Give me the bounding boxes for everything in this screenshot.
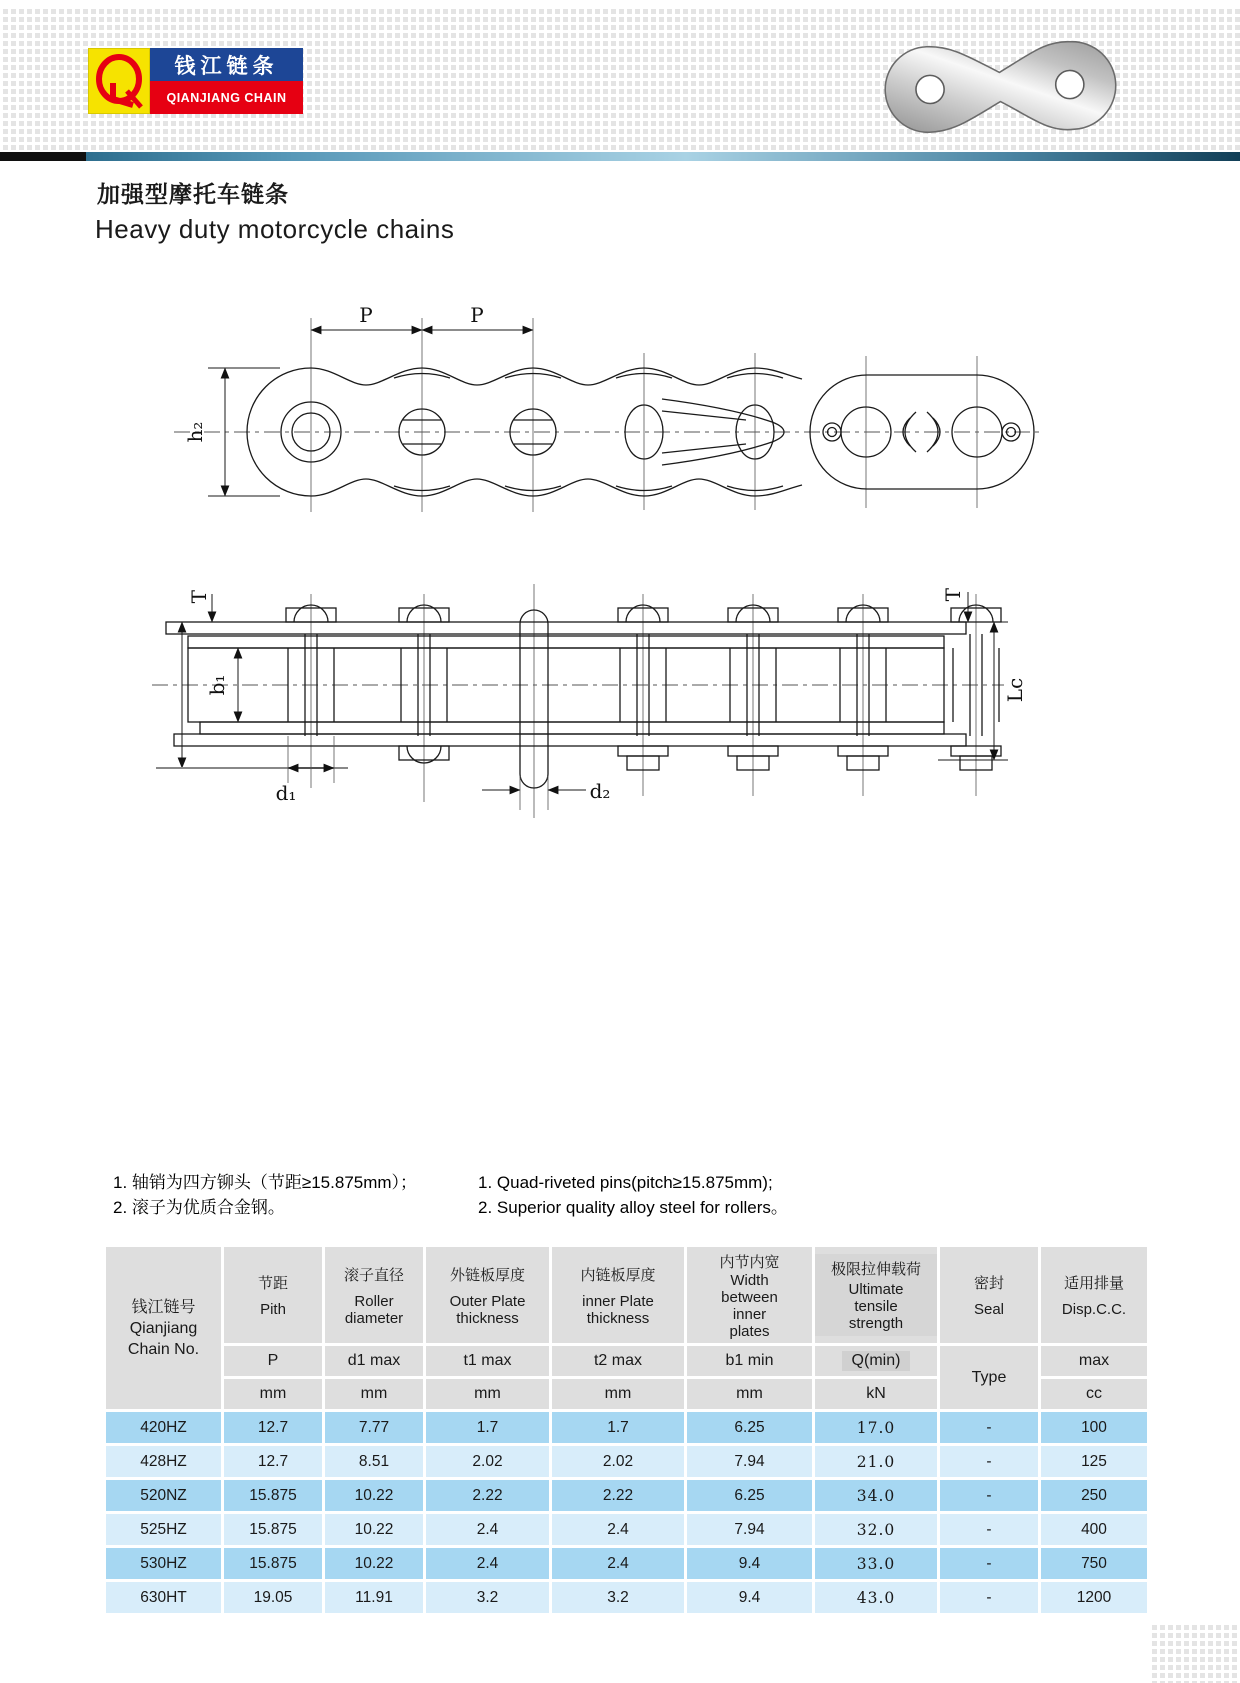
lc-label: Lc (1003, 677, 1027, 703)
table-row: 420HZ 12.7 7.77 1.7 1.7 6.25 17.0 - 100 (106, 1412, 1147, 1443)
unit-mm-4: mm (552, 1379, 684, 1409)
header-chain-no (106, 1247, 221, 1409)
d1-label: d₁ (275, 781, 297, 805)
pitch-label-1: P (359, 303, 373, 327)
header-outer-plate: 外链板厚度 Outer Plate thickness (426, 1247, 549, 1343)
chain-section-view-drawing (148, 578, 1028, 830)
inner-plate-bottom (200, 722, 944, 734)
symbol-d1max: d1 max (325, 1346, 423, 1376)
pin-caps-top (286, 605, 1001, 622)
chain-no-en1: Qianjiang (129, 1319, 198, 1337)
disp-unit-cell: cc (1041, 1379, 1147, 1409)
d2-label: d₂ (589, 779, 611, 803)
plate-hole-left (915, 75, 944, 104)
logo-name-cn: 钱江链条 (150, 48, 303, 81)
h2-label: h₂ (183, 421, 207, 443)
unit-mm-5: mm (687, 1379, 812, 1409)
header-ultimate-tensile: 极限拉伸载荷 Ultimate tensile strength (815, 1247, 937, 1343)
inner-plate-top (188, 636, 944, 648)
logo-name-en: QIANJIANG CHAIN (150, 81, 303, 114)
header-roller-diameter: 滚子直径 Roller diameter (325, 1247, 423, 1343)
pin-rivets-bottom (399, 746, 1001, 770)
page-title-en: Heavy duty motorcycle chains (95, 214, 455, 244)
note-cn-line1: 1. 轴销为四方铆头（节距≥15.875mm）； (113, 1173, 418, 1192)
chain-plate-image (878, 40, 1124, 136)
corner-dot-pattern (1149, 1622, 1240, 1683)
header-pitch: 节距 Pith (224, 1247, 322, 1343)
table-row: 530HZ 15.875 10.22 2.4 2.4 9.4 33.0 - 750 (106, 1548, 1147, 1579)
chain-top-view-drawing (168, 298, 1048, 533)
t-label-right: T (941, 588, 965, 602)
page-title-cn: 加强型摩托车链条 (97, 181, 289, 207)
header-bar-blue (86, 152, 1240, 161)
chain-no-cn: 钱江链号 (131, 1298, 196, 1316)
outer-plate-bottom (174, 734, 966, 746)
notes-chinese (113, 1170, 417, 1220)
note-cn-line2: 2. 滚子为优质合金钢。 (113, 1198, 285, 1217)
note-en-line1: 1. Quad-riveted pins(pitch≥15.875mm); (478, 1173, 773, 1192)
b1-label: b₁ (205, 674, 229, 696)
company-logo (88, 48, 303, 114)
logo-monogram-box (88, 48, 150, 114)
table-row: 525HZ 15.875 10.22 2.4 2.4 7.94 32.0 - 400 (106, 1514, 1147, 1545)
plate-hole-right (1055, 70, 1084, 99)
symbol-p: P (224, 1346, 322, 1376)
symbol-t2max: t2 max (552, 1346, 684, 1376)
table-row: 630HT 19.05 11.91 3.2 3.2 9.4 43.0 - 1200 (106, 1582, 1147, 1613)
note-en-line2: 2. Superior quality alloy steel for rollers。 (478, 1198, 788, 1217)
seal-type-cell: Type (940, 1346, 1038, 1409)
table-row: 428HZ 12.7 8.51 2.02 2.02 7.94 21.0 - 125 (106, 1446, 1147, 1477)
unit-mm-2: mm (325, 1379, 423, 1409)
symbol-t1max: t1 max (426, 1346, 549, 1376)
unit-kn: kN (815, 1379, 937, 1409)
header-inner-plate: 内链板厚度 inner Plate thickness (552, 1247, 684, 1343)
table-row: 520NZ 15.875 10.22 2.22 2.22 6.25 34.0 - 250 (106, 1480, 1147, 1511)
chain-no-en2: Chain No. (127, 1340, 200, 1358)
disp-max-cell: max (1041, 1346, 1147, 1376)
pitch-label-2: P (470, 303, 484, 327)
header-seal: 密封 Seal (940, 1247, 1038, 1343)
unit-mm-3: mm (426, 1379, 549, 1409)
notes-english (478, 1170, 788, 1220)
spec-table (103, 1244, 1150, 1616)
ql-monogram-icon (89, 49, 149, 113)
logo-text-block (150, 48, 303, 114)
t-label-left: T (187, 590, 211, 604)
outer-plate-top (166, 622, 966, 634)
symbol-qmin: Q(min) (815, 1346, 937, 1376)
symbol-b1min: b1 min (687, 1346, 812, 1376)
unit-mm-1: mm (224, 1379, 322, 1409)
header-width-between: 内节内宽 Width between inner plates (687, 1247, 812, 1343)
header-displacement: 适用排量 Disp.C.C. (1041, 1247, 1147, 1343)
header-bar-black (0, 152, 86, 161)
